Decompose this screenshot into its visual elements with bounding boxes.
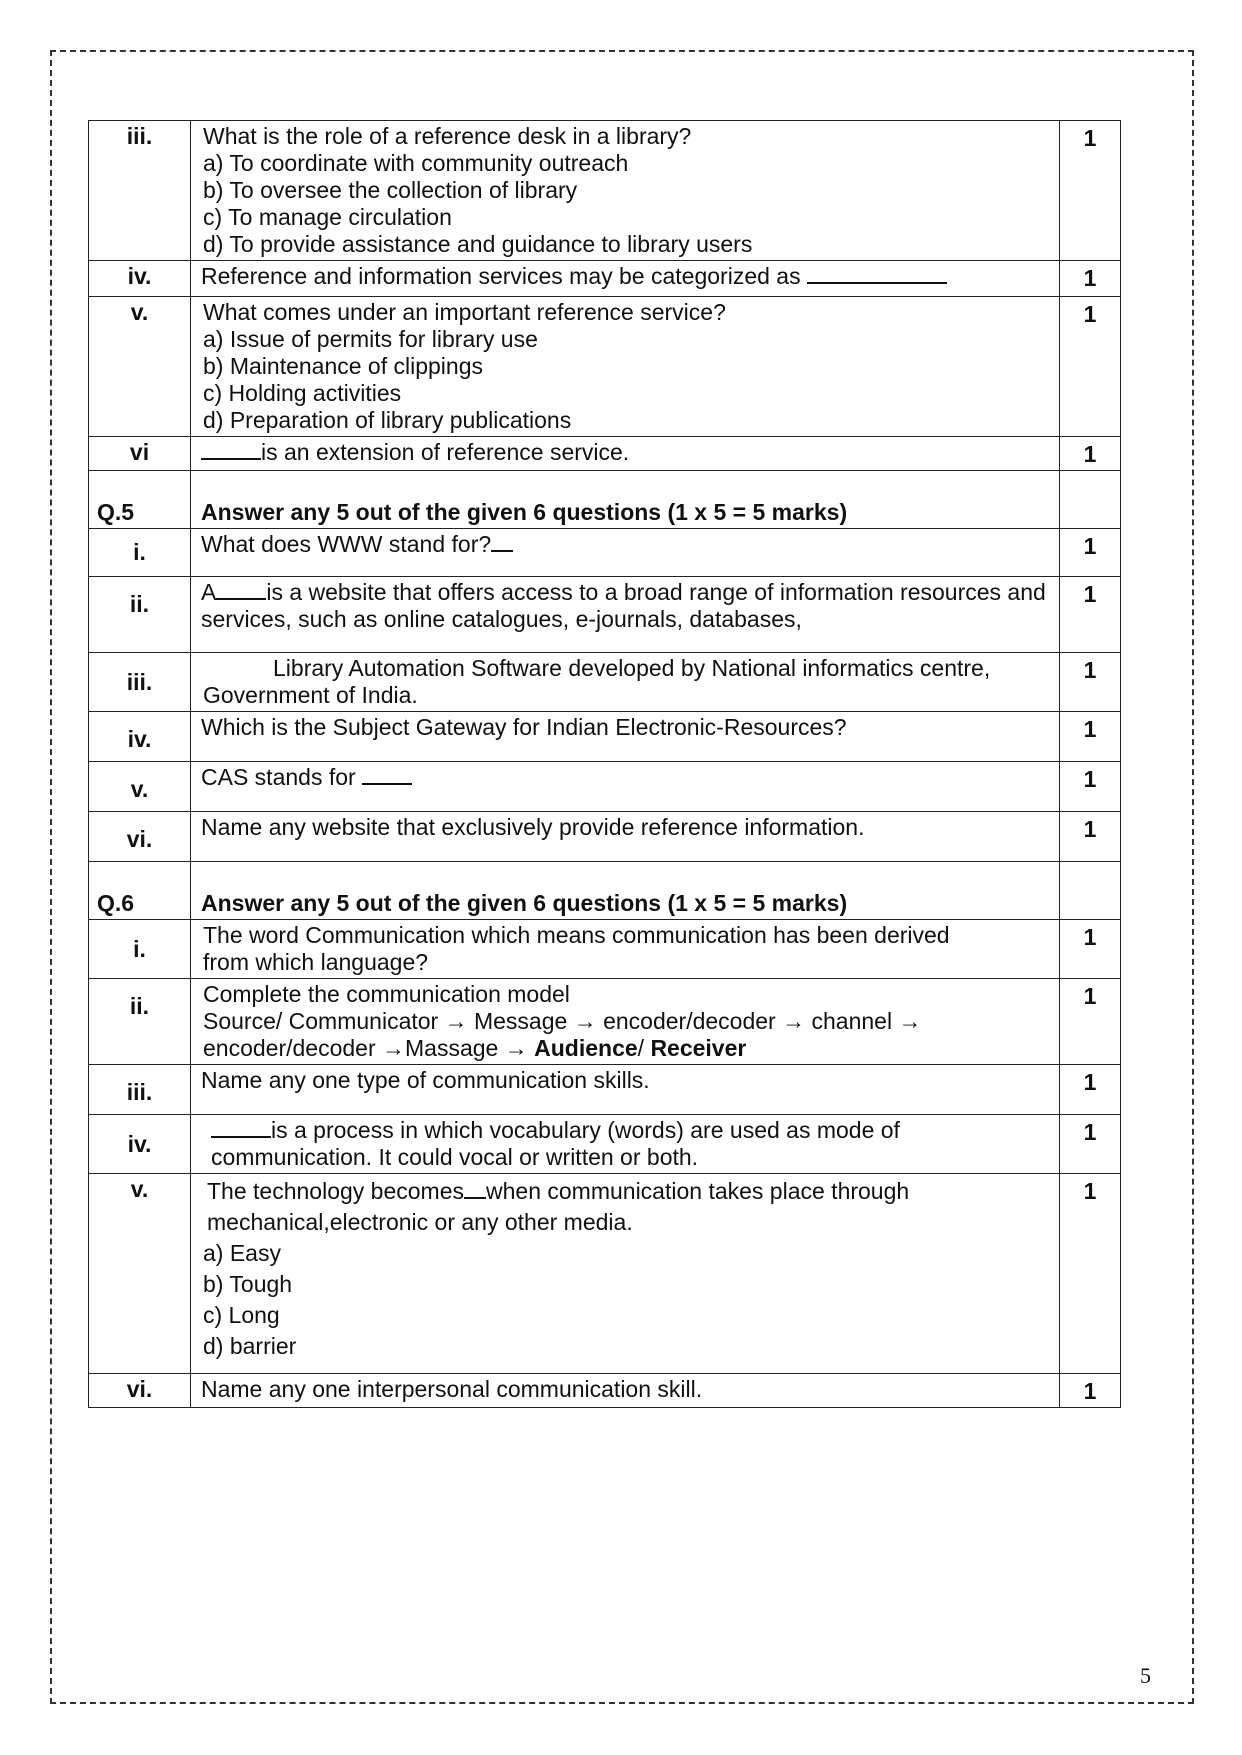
question-stem: What is the role of a reference desk in a library? — [203, 123, 692, 149]
table-row — [89, 762, 1121, 812]
answer-blank — [491, 532, 513, 552]
question-text — [191, 261, 1060, 297]
question-text — [191, 762, 1060, 812]
page-number: 5 — [1140, 1663, 1151, 1688]
question-stem-a: A — [201, 579, 217, 605]
question-number: ii. — [89, 979, 191, 1065]
marks: 1 — [1060, 437, 1121, 471]
question-number: iii. — [89, 121, 191, 261]
answer-blank — [464, 1179, 486, 1199]
marks: 1 — [1060, 1065, 1121, 1115]
table-row — [89, 437, 1121, 471]
model-text: encoder/decoder →Massage → — [203, 1035, 535, 1061]
communication-model-line-1: Source/ Communicator → Message → encoder/decoder → channel → — [203, 1008, 922, 1034]
model-audience: Audience — [534, 1035, 638, 1061]
marks: 1 — [1060, 920, 1121, 979]
marks: 1 — [1060, 121, 1121, 261]
question-text — [191, 979, 1060, 1065]
question-text — [191, 529, 1060, 577]
question-stem-2: from which language? — [203, 949, 429, 975]
question-stem: The word Communication which means communication has been derived — [203, 922, 950, 948]
model-separator: / — [637, 1035, 651, 1061]
question-stem-line — [201, 1117, 1049, 1144]
question-stem: What comes under an important reference service? — [203, 299, 726, 325]
question-number: vi. — [89, 812, 191, 862]
marks: 1 — [1060, 812, 1121, 862]
question-text: Name any one type of communication skills. — [191, 1065, 1060, 1115]
question-stem: is an extension of reference service. — [261, 439, 630, 465]
table-row — [89, 529, 1121, 577]
question-text — [191, 653, 1060, 712]
marks: 1 — [1060, 1115, 1121, 1174]
question-number: v. — [89, 1174, 191, 1374]
marks: 1 — [1060, 1174, 1121, 1374]
question-number: i. — [89, 529, 191, 577]
answer-blank — [362, 765, 412, 785]
table-row — [89, 1065, 1121, 1115]
question-stem-a: The technology becomes — [207, 1178, 464, 1204]
marks: 1 — [1060, 653, 1121, 712]
question-text: Name any website that exclusively provide reference information. — [191, 812, 1060, 862]
table-row — [89, 1174, 1121, 1374]
marks: 1 — [1060, 297, 1121, 437]
table-row — [89, 121, 1121, 261]
question-stem-line — [201, 1176, 1049, 1207]
model-receiver: Receiver — [650, 1035, 747, 1061]
section-heading-row — [89, 471, 1121, 529]
question-stem-b: is a website that offers access to a broad range of information resources and — [266, 579, 1046, 605]
table-row — [89, 261, 1121, 297]
question-number: i. — [89, 920, 191, 979]
table-row — [89, 653, 1121, 712]
question-stem-c: services, such as online catalogues, e-journals, databases, — [201, 606, 802, 632]
answer-blank — [216, 580, 266, 600]
table-row — [89, 1115, 1121, 1174]
table-row — [89, 812, 1121, 862]
option-d: d) barrier — [203, 1333, 297, 1359]
question-stem-b: when communication takes place through — [486, 1178, 910, 1204]
option-b: b) Tough — [203, 1271, 293, 1297]
table-row — [89, 712, 1121, 762]
question-table — [88, 120, 1121, 1408]
option-b: b) Maintenance of clippings — [203, 353, 483, 379]
question-number: iii. — [89, 653, 191, 712]
answer-blank — [201, 440, 261, 460]
marks: 1 — [1060, 712, 1121, 762]
question-text — [191, 437, 1060, 471]
question-number: iv. — [89, 712, 191, 762]
answer-blank — [807, 264, 947, 284]
question-number: ii. — [89, 577, 191, 653]
marks: 1 — [1060, 1374, 1121, 1408]
option-d: d) To provide assistance and guidance to library users — [203, 231, 753, 257]
marks: 1 — [1060, 577, 1121, 653]
section-heading: Answer any 5 out of the given 6 questions (1 x 5 = 5 marks) — [191, 471, 1060, 529]
option-a: a) To coordinate with community outreach — [203, 150, 629, 176]
table-row — [89, 979, 1121, 1065]
question-stem: is a process in which vocabulary (words) are used as mode of — [271, 1117, 900, 1143]
marks-empty — [1060, 862, 1121, 920]
option-b: b) To oversee the collection of library — [203, 177, 578, 203]
question-text — [191, 121, 1060, 261]
question-text — [191, 297, 1060, 437]
option-c: c) Holding activities — [203, 380, 402, 406]
question-stem-2: communication. It could vocal or written or both. — [211, 1144, 699, 1170]
section-label: Q.6 — [89, 862, 191, 920]
question-text: Which is the Subject Gateway for Indian Electronic-Resources? — [191, 712, 1060, 762]
section-heading: Answer any 5 out of the given 6 questions (1 x 5 = 5 marks) — [191, 862, 1060, 920]
table-row — [89, 297, 1121, 437]
option-a: a) Easy — [203, 1240, 281, 1266]
question-text — [191, 1115, 1060, 1174]
marks: 1 — [1060, 529, 1121, 577]
table-row — [89, 1374, 1121, 1408]
question-stem: Reference and information services may be categorized as — [201, 263, 801, 289]
table-row — [89, 577, 1121, 653]
question-number: v. — [89, 762, 191, 812]
section-label: Q.5 — [89, 471, 191, 529]
question-sheet — [88, 120, 1120, 1408]
question-stem: Complete the communication model — [203, 981, 570, 1007]
option-c: c) To manage circulation — [203, 204, 452, 230]
marks-empty — [1060, 471, 1121, 529]
question-number: v. — [89, 297, 191, 437]
answer-blank — [211, 1118, 271, 1138]
marks: 1 — [1060, 261, 1121, 297]
question-number: vi — [89, 437, 191, 471]
question-number: iv. — [89, 261, 191, 297]
marks: 1 — [1060, 762, 1121, 812]
section-heading-row — [89, 862, 1121, 920]
communication-model-line-2 — [201, 1035, 1049, 1062]
question-stem: Library Automation Software developed by National informatics centre, — [273, 655, 991, 681]
question-number: iii. — [89, 1065, 191, 1115]
question-text — [191, 577, 1060, 653]
question-stem-2: mechanical,electronic or any other media. — [207, 1209, 633, 1235]
table-row — [89, 920, 1121, 979]
question-stem-2: Government of India. — [203, 682, 418, 708]
question-stem: CAS stands for — [201, 764, 356, 790]
question-number: vi. — [89, 1374, 191, 1408]
question-text: Name any one interpersonal communication skill. — [191, 1374, 1060, 1408]
option-d: d) Preparation of library publications — [203, 407, 572, 433]
option-c: c) Long — [203, 1302, 280, 1328]
option-a: a) Issue of permits for library use — [203, 326, 538, 352]
question-number: iv. — [89, 1115, 191, 1174]
marks: 1 — [1060, 979, 1121, 1065]
question-text — [191, 920, 1060, 979]
question-stem: What does WWW stand for? — [201, 531, 492, 557]
question-text — [191, 1174, 1060, 1374]
